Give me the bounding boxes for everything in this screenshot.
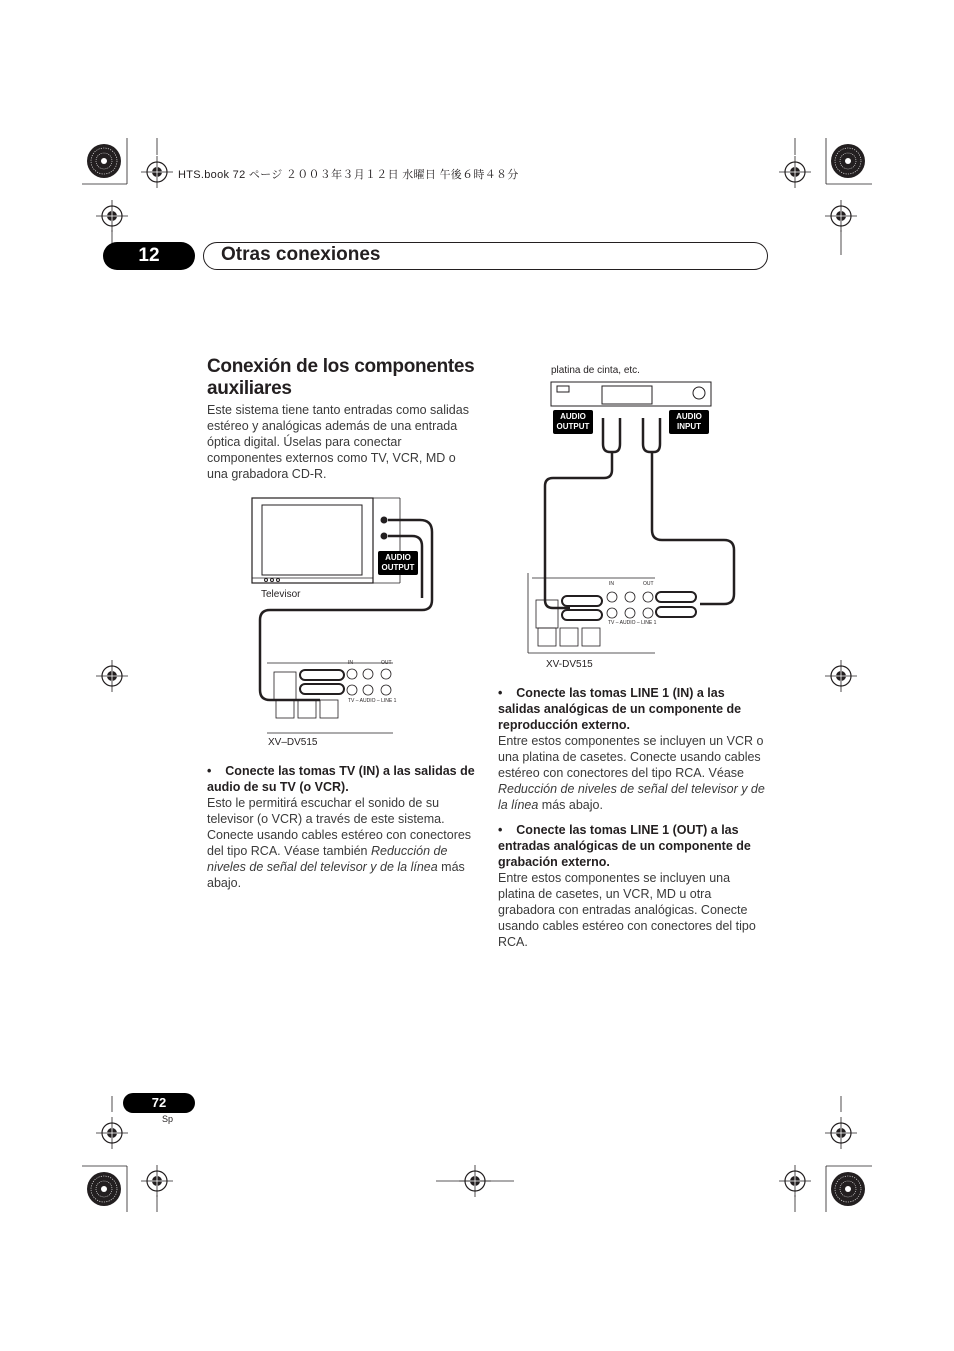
tv-audio-cable [260, 520, 432, 700]
panel-in-label: IN [348, 660, 353, 666]
bullet-heading: Conecte las tomas TV (IN) a las salidas de audio de su TV (o VCR). [207, 764, 475, 794]
panel-line-label: TV – AUDIO – LINE 1 [348, 698, 397, 704]
registration-mark-icon [825, 660, 857, 692]
tv-label: Televisor [261, 589, 301, 600]
bullet-text: Entre estos componentes se incluyen una platina de casetes, un VCR, MD u otra grabadora con entradas analógicas. Conecte usando cables estéreo con conectores del tipo RCA. [498, 871, 756, 949]
chapter-number: 12 [103, 242, 195, 270]
panel-line-label: TV – AUDIO – LINE 1 [608, 620, 657, 626]
bullet-line1-in: • Conecte las tomas LINE 1 (IN) a las salidas analógicas de un componente de reproducción externo. Entre estos componentes se incluyen un VCR o una platina de casetes. Conecte usando cables estéreo con conectores del tipo RCA. Véase Reducción de niveles de señal del televisor y de la línea más abajo. [498, 686, 765, 812]
registration-mark-icon [825, 200, 857, 232]
registration-mark-icon [141, 1165, 173, 1197]
registration-mark-icon [459, 1165, 491, 1197]
unit-label-left: XV–DV515 [268, 737, 318, 748]
panel-out-label: OUT [643, 581, 654, 587]
registration-mark-icon [96, 200, 128, 232]
bullet-tv-in: • Conecte las tomas TV (IN) a las salidas de audio de su TV (o VCR). Esto le permitirá escuchar el sonido de su televisor (o VCR) a través de este sistema. Conecte usando cables estéreo con conectores del tipo RCA. Véase también Reducción de niveles de señal del televisor y de la línea más abajo. [207, 764, 475, 890]
registration-star-icon [831, 1172, 865, 1206]
registration-mark-icon [141, 156, 173, 188]
bullet-italic-ref: Reducción de niveles de señal del televisor y de la línea [207, 844, 448, 874]
bullet-italic-ref: Reducción de niveles de señal del televisor y de la línea [498, 782, 765, 812]
tape-deck-illustration [551, 382, 711, 406]
deck-label: platina de cinta, etc. [551, 365, 640, 376]
bullet-heading: Conecte las tomas LINE 1 (OUT) a las entradas analógicas de un componente de grabación externo. [498, 823, 751, 869]
panel-out-label: OUT [381, 660, 392, 666]
registration-mark-icon [96, 1117, 128, 1149]
bullet-text-end: más abajo. [538, 798, 603, 812]
registration-mark-icon [779, 1165, 811, 1197]
panel-in-label: IN [609, 581, 614, 587]
deck-audio-cables [545, 418, 734, 608]
chapter-title: Otras conexiones [221, 244, 381, 265]
registration-star-icon [87, 144, 121, 178]
audio-input-badge: AUDIO INPUT [669, 410, 709, 434]
audio-output-badge: AUDIO OUTPUT [553, 410, 593, 434]
page-number: 72 [123, 1093, 195, 1113]
registration-star-icon [87, 1172, 121, 1206]
section-intro: Este sistema tiene tanto entradas como salidas estéreo y analógicas además de una entrada óptica digital. Úselas para conectar componentes externos como TV, VCR, MD o una grabadora CD-R. [207, 403, 469, 481]
registration-mark-icon [825, 1117, 857, 1149]
bullet-text-end: más abajo. [207, 860, 465, 890]
registration-star-icon [831, 144, 865, 178]
bullet-line1-out: • Conecte las tomas LINE 1 (OUT) a las entradas analógicas de un componente de grabación externo. Entre estos componentes se incluyen una platina de casetes, un VCR, MD u otra grabadora con entradas analógicas. Conecte usando cables estéreo con conectores del tipo RCA. [498, 823, 756, 949]
registration-mark-icon [96, 660, 128, 692]
audio-output-badge: AUDIO OUTPUT [378, 551, 418, 575]
registration-mark-icon [779, 156, 811, 188]
print-line: HTS.book 72 ページ ２００３年３月１２日 水曜日 午後６時４８分 [178, 169, 519, 181]
section-title: Conexión de los componentes auxiliares [207, 356, 475, 399]
language-code: Sp [162, 1114, 174, 1124]
bullet-text: Entre estos componentes se incluyen un VCR o una platina de casetes. Conecte usando cables estéreo con conectores del tipo RCA. Véase [498, 734, 764, 780]
bullet-text: Esto le permitirá escuchar el sonido de su televisor (o VCR) a través de este sistema. Conecte usando cables estéreo con conectores del tipo RCA. Véase también [207, 796, 472, 858]
unit-label-right: XV-DV515 [546, 659, 593, 670]
bullet-heading: Conecte las tomas LINE 1 (IN) a las salidas analógicas de un componente de reproducción externo. [498, 686, 742, 732]
